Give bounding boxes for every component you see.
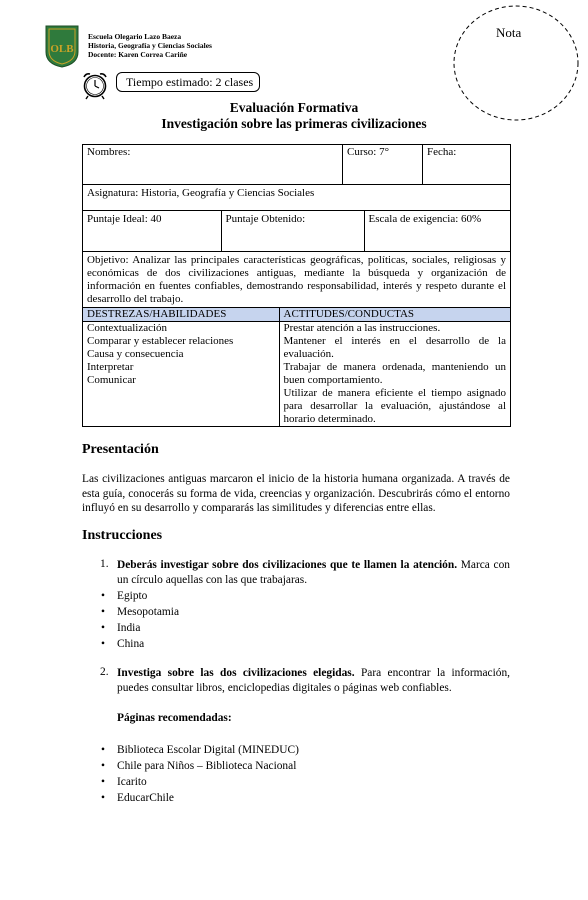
bullet-icon: • [101,744,105,756]
list-item: Comparar y establecer relaciones [87,335,234,347]
civ-option-china[interactable]: China [117,638,145,650]
item-number: 1. [100,558,109,570]
civ-option-india[interactable]: India [117,622,141,634]
field-puntaje-ideal: Puntaje Ideal: 40 [83,211,221,251]
school-header [88,32,212,59]
field-asignatura: Asignatura: Historia, Geografía y Ciencias Sociales [83,185,511,211]
school-logo [44,24,80,68]
field-curso: Curso: 7° [343,145,423,185]
field-nombres[interactable]: Nombres: [83,145,343,185]
school-teacher: Docente: Karen Correa Cariñe [88,50,188,59]
bullet-icon: • [101,776,105,788]
paginas-heading: Páginas recomendadas: [117,712,232,724]
skills-table [83,308,511,427]
bullet-icon: • [101,622,105,634]
field-fecha[interactable]: Fecha: [423,145,511,185]
svg-text:OLB: OLB [50,43,74,55]
instruction-1-bold: Deberás investigar sobre dos civilizaciones que te llamen la atención. [117,559,458,571]
instruction-1 [117,558,510,588]
instruction-2-bold: Investiga sobre las dos civilizaciones elegidas. [117,667,355,679]
list-item: Mantener el interés en el desarrollo de la evaluación. [283,335,506,360]
bullet-icon: • [101,606,105,618]
destrezas-list [83,322,279,427]
section-heading-presentacion: Presentación [82,442,159,457]
civ-option-egipto[interactable]: Egipto [117,590,148,602]
list-item: Trabajar de manera ordenada, manteniendo un buen comportamiento. [283,361,506,386]
school-subject: Historia, Geografía y Ciencias Sociales [88,41,212,50]
instruction-2 [117,666,510,696]
list-item: Interpretar [87,361,134,373]
presentacion-text: Las civilizaciones antiguas marcaron el inicio de la historia humana organizada. A través de esta guía, conocerás su forma de vida, creencias y organización. Descubrirás cómo el entorno influyó en su desarrollo y compararás las similitudes y diferencias entre ellas. [82,473,510,514]
time-estimate-box: Tiempo estimado: 2 clases [116,72,260,92]
bullet-icon: • [101,590,105,602]
field-puntaje-obtenido[interactable]: Puntaje Obtenido: [221,211,364,251]
alarm-clock-icon [80,70,110,100]
civ-option-mesopotamia[interactable]: Mesopotamia [117,606,180,618]
bullet-icon: • [101,792,105,804]
field-escala: Escala de exigencia: 60% [368,213,482,225]
doc-subtitle: Investigación sobre las primeras civilizaciones [161,116,427,131]
bullet-icon: • [101,638,105,650]
col-header-destrezas: DESTREZAS/HABILIDADES [83,308,279,322]
link-biblioteca-escolar[interactable]: Biblioteca Escolar Digital (MINEDUC) [117,744,299,756]
link-chile-para-ninos[interactable]: Chile para Niños – Biblioteca Nacional [117,760,297,772]
list-item: Comunicar [87,374,136,386]
list-item: Contextualización [87,322,168,334]
info-table [82,144,511,427]
list-item: Prestar atención a las instrucciones. [283,322,441,334]
link-icarito[interactable]: Icarito [117,776,147,788]
col-header-actitudes: ACTITUDES/CONDUCTAS [279,308,510,322]
school-name: Escuela Olegario Lazo Baeza [88,32,182,41]
grade-label: Nota [496,25,522,40]
puntaje-row [83,211,511,252]
list-item: Utilizar de manera eficiente el tiempo asignado para desarrollar la evaluación, ajustándose al horario determinado. [283,387,506,425]
instruction-2-rest: Para encontrar la información, puedes consultar libros, enciclopedias digitales o páginas web confiables. [117,667,510,694]
actitudes-list [279,322,510,427]
bullet-icon: • [101,760,105,772]
instruction-1-rest: Marca con un círculo aquellas con las que trabajaras. [117,559,510,586]
section-heading-instrucciones: Instrucciones [82,528,163,543]
link-educarchile[interactable]: EducarChile [117,792,174,804]
item-number: 2. [100,666,109,678]
field-objetivo: Objetivo: Analizar las principales características geográficas, políticas, sociales, religiosas y económicas de dos civilizaciones antiguas, mediante la búsqueda y organización de información en fuentes confiables, demostrando responsabilidad, interés y respeto durante el desarrollo del trabajo. [83,252,511,308]
list-item: Causa y consecuencia [87,348,184,360]
doc-title: Evaluación Formativa [229,100,359,115]
